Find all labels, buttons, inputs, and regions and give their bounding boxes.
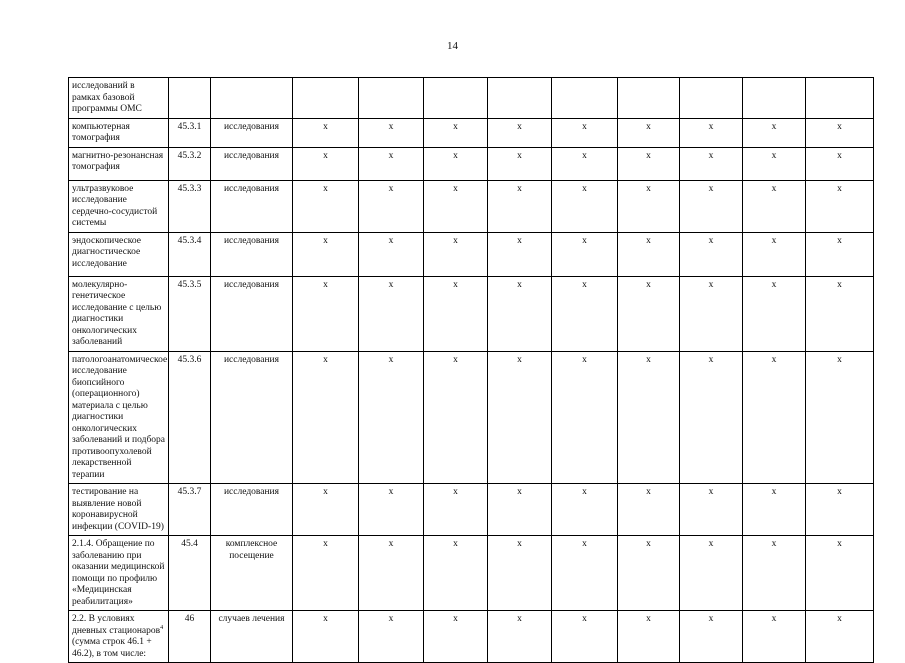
row-unit-cell: исследования [211, 118, 293, 147]
value-cell: х [293, 536, 359, 611]
value-cell: х [359, 351, 424, 484]
value-cell: х [488, 536, 552, 611]
value-cell [680, 78, 743, 119]
row-code-cell: 45.3.7 [169, 484, 211, 536]
row-code-cell: 45.4 [169, 536, 211, 611]
value-cell: х [424, 611, 488, 663]
value-cell [424, 78, 488, 119]
row-name-cell: магнитно-резонансная томография [69, 147, 169, 180]
value-cell: х [743, 180, 806, 232]
row-name-cell: исследований в рамках базовой программы ОМС [69, 78, 169, 119]
row-unit-cell: исследования [211, 351, 293, 484]
value-cell: х [359, 536, 424, 611]
value-cell: х [680, 232, 743, 276]
value-cell: х [806, 351, 874, 484]
table-row [69, 351, 874, 484]
value-cell: х [293, 351, 359, 484]
value-cell: х [293, 118, 359, 147]
row-unit-cell: исследования [211, 276, 293, 351]
value-cell: х [359, 232, 424, 276]
row-code-cell [169, 78, 211, 119]
value-cell: х [424, 118, 488, 147]
value-cell: х [359, 276, 424, 351]
value-cell: х [488, 147, 552, 180]
value-cell: х [618, 118, 680, 147]
value-cell: х [743, 147, 806, 180]
row-name-text: 2.2. В условиях дневных стационаров [72, 614, 161, 636]
row-unit-cell: исследования [211, 232, 293, 276]
table-row [69, 484, 874, 536]
table-row [69, 232, 874, 276]
value-cell: х [680, 484, 743, 536]
page-number: 14 [447, 40, 458, 52]
value-cell: х [424, 180, 488, 232]
value-cell: х [618, 180, 680, 232]
table-row [69, 78, 874, 119]
value-cell: х [424, 484, 488, 536]
value-cell: х [680, 147, 743, 180]
value-cell: х [618, 484, 680, 536]
row-code-cell: 45.3.1 [169, 118, 211, 147]
value-cell: х [488, 232, 552, 276]
row-unit-cell [211, 78, 293, 119]
value-cell: х [293, 484, 359, 536]
value-cell: х [618, 351, 680, 484]
value-cell: х [743, 484, 806, 536]
value-cell: х [424, 536, 488, 611]
value-cell [618, 78, 680, 119]
value-cell: х [488, 118, 552, 147]
value-cell: х [359, 484, 424, 536]
row-unit-cell: комплексное посещение [211, 536, 293, 611]
value-cell: х [293, 147, 359, 180]
row-name-cell [69, 611, 169, 663]
value-cell: х [488, 611, 552, 663]
value-cell: х [488, 180, 552, 232]
row-name-text-continued: (сумма строк 46.1 + 46.2), в том числе: [72, 637, 152, 659]
value-cell: х [680, 536, 743, 611]
value-cell: х [680, 611, 743, 663]
value-cell: х [743, 276, 806, 351]
value-cell: х [293, 611, 359, 663]
value-cell: х [552, 611, 618, 663]
value-cell: х [552, 180, 618, 232]
value-cell: х [359, 147, 424, 180]
value-cell: х [359, 180, 424, 232]
data-table [68, 77, 874, 663]
value-cell [806, 78, 874, 119]
value-cell: х [743, 536, 806, 611]
row-code-cell: 45.3.6 [169, 351, 211, 484]
row-name-cell: тестирование на выявление новой коронавирусной инфекции (COVID-19) [69, 484, 169, 536]
value-cell: х [488, 276, 552, 351]
row-code-cell: 45.3.2 [169, 147, 211, 180]
table-row [69, 180, 874, 232]
value-cell: х [806, 147, 874, 180]
value-cell: х [359, 611, 424, 663]
value-cell: х [680, 118, 743, 147]
table-row [69, 611, 874, 663]
value-cell: х [293, 276, 359, 351]
value-cell: х [424, 147, 488, 180]
value-cell [488, 78, 552, 119]
table-row [69, 536, 874, 611]
value-cell: х [680, 351, 743, 484]
value-cell: х [618, 147, 680, 180]
row-code-cell: 45.3.4 [169, 232, 211, 276]
value-cell: х [743, 232, 806, 276]
value-cell: х [424, 276, 488, 351]
table-row [69, 276, 874, 351]
value-cell: х [806, 118, 874, 147]
footnote-marker: 4 [160, 624, 164, 631]
row-unit-cell: исследования [211, 180, 293, 232]
value-cell: х [293, 232, 359, 276]
value-cell: х [806, 484, 874, 536]
value-cell: х [806, 611, 874, 663]
value-cell: х [806, 232, 874, 276]
row-unit-cell: исследования [211, 484, 293, 536]
row-code-cell: 45.3.3 [169, 180, 211, 232]
row-unit-cell: исследования [211, 147, 293, 180]
value-cell [293, 78, 359, 119]
value-cell: х [806, 536, 874, 611]
row-name-cell: патологоанатомическое исследование биопсийного (операционного) материала с целью диагностики онкологических заболеваний и подбора противоопухолевой лекарственной терапии [69, 351, 169, 484]
value-cell: х [743, 351, 806, 484]
value-cell [743, 78, 806, 119]
value-cell: х [806, 276, 874, 351]
value-cell: х [488, 351, 552, 484]
value-cell: х [743, 611, 806, 663]
value-cell: х [359, 118, 424, 147]
value-cell: х [552, 118, 618, 147]
row-name-cell: эндоскопическое диагностическое исследование [69, 232, 169, 276]
value-cell: х [552, 484, 618, 536]
row-name-cell: ультразвуковое исследование сердечно-сосудистой системы [69, 180, 169, 232]
row-name-cell: молекулярно-генетическое исследование с целью диагностики онкологических заболеваний [69, 276, 169, 351]
value-cell: х [552, 147, 618, 180]
value-cell: х [424, 232, 488, 276]
value-cell: х [680, 276, 743, 351]
value-cell: х [618, 536, 680, 611]
row-code-cell: 45.3.5 [169, 276, 211, 351]
value-cell: х [293, 180, 359, 232]
value-cell: х [552, 276, 618, 351]
value-cell: х [552, 536, 618, 611]
value-cell: х [618, 276, 680, 351]
value-cell: х [552, 232, 618, 276]
value-cell: х [680, 180, 743, 232]
row-name-cell: компьютерная томография [69, 118, 169, 147]
value-cell: х [552, 351, 618, 484]
table-row [69, 147, 874, 180]
value-cell: х [488, 484, 552, 536]
value-cell [552, 78, 618, 119]
row-name-cell: 2.1.4. Обращение по заболеванию при оказании медицинской помощи по профилю «Медицинская реабилитация» [69, 536, 169, 611]
value-cell: х [424, 351, 488, 484]
value-cell: х [743, 118, 806, 147]
table-row [69, 118, 874, 147]
value-cell [359, 78, 424, 119]
value-cell: х [618, 232, 680, 276]
row-unit-cell: случаев лечения [211, 611, 293, 663]
value-cell: х [618, 611, 680, 663]
value-cell: х [806, 180, 874, 232]
row-code-cell: 46 [169, 611, 211, 663]
